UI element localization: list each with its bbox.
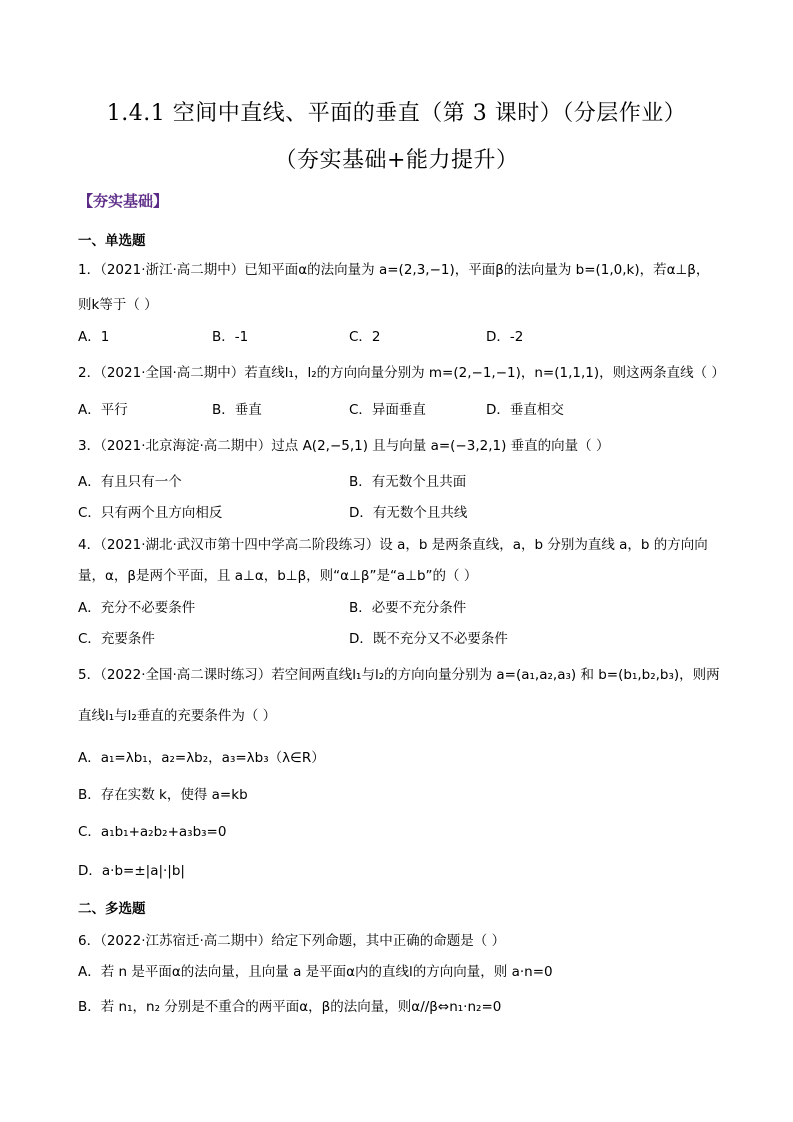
question-3-option-b: B．有无数个且共面	[349, 474, 467, 490]
question-4-line-2: 量，α，β是两个平面，且 a⊥α，b⊥β，则“α⊥β”是“a⊥b”的（ ）	[78, 568, 478, 584]
question-6-line-1: 6．（2022·江苏宿迁·高二期中）给定下列命题，其中正确的命题是（ ）	[78, 933, 506, 949]
question-3-option-c: C．只有两个且方向相反	[78, 505, 223, 521]
question-3-option-a: A．有且只有一个	[78, 474, 182, 490]
question-2-option-c: C．异面垂直	[349, 402, 426, 418]
question-2-line-1: 2．（2021·全国·高二期中）若直线l₁，l₂的方向向量分别为 m=(2,−1,−1)，n=(1,1,1)，则这两条直线（ ）	[78, 365, 725, 381]
section-label: 【夯实基础】	[78, 192, 169, 210]
question-5-option-b: B．存在实数 k，使得 a=kb	[78, 787, 248, 803]
question-5-option-c: C．a₁b₁+a₂b₂+a₃b₃=0	[78, 824, 227, 840]
page-title: 1.4.1 空间中直线、平面的垂直（第 3 课时）（分层作业）	[106, 101, 687, 126]
question-1-option-a: A．1	[78, 329, 110, 345]
question-3-option-d: D．有无数个且共线	[349, 505, 468, 521]
question-2-option-d: D．垂直相交	[486, 402, 564, 418]
question-5-line-1: 5．（2022·全国·高二课时练习）若空间两直线l₁与l₂的方向向量分别为 a=(a₁,a₂,a₃) 和 b=(b₁,b₂,b₃)，则两	[78, 667, 720, 683]
page-subtitle: （夯实基础+能力提升）	[274, 148, 519, 173]
question-2-option-a: A．平行	[78, 402, 128, 418]
question-5-option-d: D．a·b=±|a|·|b|	[78, 863, 185, 879]
question-2-option-b: B．垂直	[212, 402, 262, 418]
question-5-option-a: A．a₁=λb₁，a₂=λb₂，a₃=λb₃（λ∈R）	[78, 750, 325, 766]
question-6-option-b: B．若 n₁，n₂ 分别是不重合的两平面α，β的法向量，则α//β⇔n₁·n₂=0	[78, 999, 502, 1015]
question-1-option-c: C．2	[349, 329, 381, 345]
question-4-option-c: C．充要条件	[78, 631, 155, 647]
question-3-line-1: 3．（2021·北京海淀·高二期中）过点 A(2,−5,1) 且与向量 a=(−3,2,1) 垂直的向量（ ）	[78, 438, 610, 454]
question-4-line-1: 4．（2021·湖北·武汉市第十四中学高二阶段练习）设 a，b 是两条直线，a，b 分别为直线 a，b 的方向向	[78, 537, 708, 553]
question-4-option-a: A．充分不必要条件	[78, 600, 196, 616]
question-5-line-2: 直线l₁与l₂垂直的充要条件为（ ）	[78, 708, 277, 724]
question-6-option-a: A．若 n 是平面α的法向量，且向量 a 是平面α内的直线l的方向向量，则 a·n=0	[78, 964, 553, 980]
question-4-option-d: D．既不充分又不必要条件	[349, 631, 508, 647]
heading-single-choice: 一、单选题	[78, 233, 146, 249]
question-1-line-1: 1．（2021·浙江·高二期中）已知平面α的法向量为 a=(2,3,−1)，平面β的法向量为 b=(1,0,k)，若α⊥β，	[78, 262, 710, 278]
question-1-line-2: 则k等于（ ）	[78, 297, 158, 313]
heading-multi-choice: 二、多选题	[78, 901, 146, 917]
question-4-option-b: B．必要不充分条件	[349, 600, 467, 616]
question-1-option-d: D．-2	[486, 329, 524, 345]
question-1-option-b: B．-1	[212, 329, 249, 345]
